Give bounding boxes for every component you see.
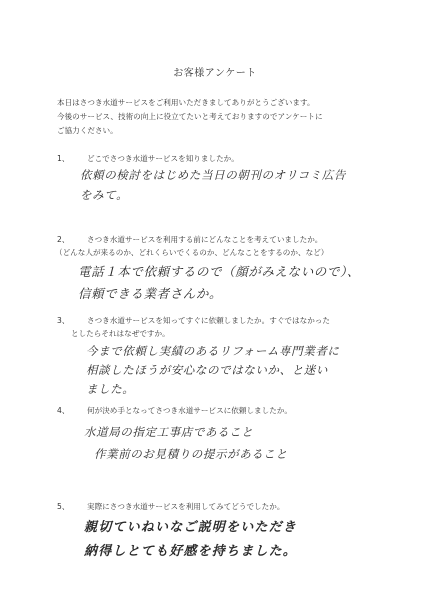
answer-4-line-1: 水道局の指定工事店であること [84,425,254,439]
question-text: どこでさつき水道サービスを知りましたか。 [87,154,239,163]
question-text: 実際にさつき水道サービスを利用してみてどうでしたか。 [87,502,285,511]
question-number: 2、 [57,235,70,244]
question-number: 4、 [57,406,70,415]
answer-5-line-1: 親切ていねいなご説明をいただき [84,520,298,535]
question-number: 5、 [57,502,70,511]
question-number: 3、 [57,316,70,325]
answer-4-line-2: 作業前のお見積りの提示があること [94,447,288,461]
answer-3-line-3: ました。 [86,382,135,396]
answer-2-line-2: 信頼できる業者さんか。 [78,286,223,301]
answer-1-line-1: 依頼の検討をはじめた当日の朝刊のオリコミ広告 [80,168,346,182]
answer-3-line-1: 今まで依頼し実績のあるリフォーム専門業者に [86,344,340,358]
intro-paragraph [57,96,397,138]
answer-5-line-2: 納得しとても好感を持ちました。 [84,544,298,559]
question-subtext: としたらそれはなぜですか。 [71,329,170,338]
question-number: 1、 [57,154,70,163]
intro-line: 今後のサービス、技術の向上に役立てたいと考えておりますのでアンケートに [57,112,323,121]
question-text: 何が決め手となってさつき水道サービスに依頼しましたか。 [87,406,293,415]
answer-3-line-2: 相談したほうが安心なのではないか、と迷い [86,363,328,377]
answer-2-line-1: 電話１本で依頼するので（顔がみえないので）、 [78,264,360,279]
question-subtext: （どんな人が来るのか、どれくらいでくるのか、どんなことをするのか、など） [55,248,329,257]
intro-line: 本日はさつき水道サービスをご利用いただきましてありがとうございます。 [57,98,315,107]
intro-line: ご協力ください。 [57,126,118,135]
question-text: さつき水道サービスを知ってすぐに依頼しましたか。すぐではなかった [87,316,330,325]
page-title: お客様アンケート [173,68,257,79]
answer-1-line-2: をみて。 [80,188,129,202]
question-text: さつき水道サービスを利用する前にどんなことを考えていましたか。 [87,235,323,244]
